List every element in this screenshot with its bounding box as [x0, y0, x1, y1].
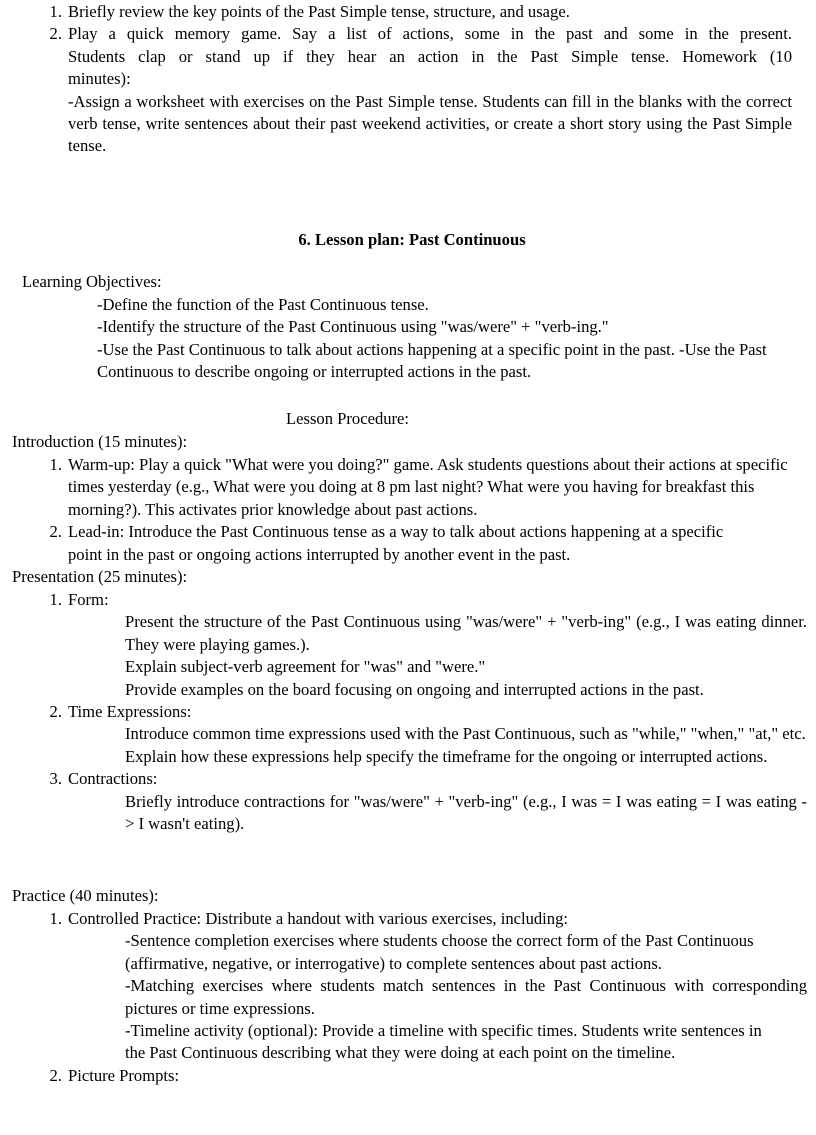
paragraph: -Sentence completion exercises where students choose the correct form of the Past Continuous (affirmative, negative, or interrogative) to complete sentences about past actions. — [125, 931, 754, 973]
objective-item: -Identify the structure of the Past Continuous using "was/were" + "verb-ing." — [97, 317, 609, 337]
list-number: 1. — [49, 590, 62, 609]
procedure-title: Lesson Procedure: — [286, 409, 410, 428]
list-item — [40, 1065, 807, 1087]
list-number: 1. — [49, 455, 62, 474]
objective-item: -Use the Past Continuous to talk about actions happening at a specific point in the past. -Use the Past Continuous to describe ongoing or interrupted actions in the past. — [97, 339, 767, 382]
list-item — [40, 454, 807, 521]
objectives-list — [97, 294, 793, 384]
list-item — [40, 1, 792, 23]
list-item-label: Contractions: — [68, 769, 158, 789]
list-number: 3. — [49, 769, 62, 789]
paragraph: Explain how these expressions help specify the timeframe for the ongoing or interrupted actions. — [125, 746, 768, 766]
practice-heading: Practice (40 minutes): — [12, 886, 159, 905]
list-item-line: minutes): — [68, 69, 131, 89]
list-number: 2. — [49, 24, 62, 44]
list-item — [40, 768, 807, 835]
list-number: 1. — [49, 2, 62, 21]
review-list — [40, 1, 792, 158]
presentation-heading: Presentation (25 minutes): — [12, 567, 188, 586]
list-item-text: Briefly review the key points of the Past Simple tense, structure, and usage. — [68, 2, 570, 21]
list-number: 2. — [49, 702, 62, 722]
list-item-text: Lead-in: Introduce the Past Continuous tense as a way to talk about actions happening at a specific point in the past or ongoing actions interrupted by another event in the past. — [68, 522, 724, 564]
paragraph: -Matching exercises where students match sentences in the Past Continuous with corresponding pictures or time expressions. — [125, 976, 807, 1018]
introduction-list — [40, 454, 807, 566]
practice-list — [40, 908, 807, 1087]
paragraph: Explain subject-verb agreement for "was" and "were." — [125, 657, 486, 677]
list-item-label: Time Expressions: — [68, 702, 192, 722]
paragraph: Provide examples on the board focusing on ongoing and interrupted actions in the past. — [125, 679, 704, 699]
paragraph: Briefly introduce contractions for "was/were" + "verb-ing" (e.g., I was = I was eating = I was eating -> I wasn't eating). — [125, 791, 807, 834]
list-item — [40, 23, 792, 157]
list-item — [40, 701, 807, 768]
paragraph: Present the structure of the Past Continuous using "was/were" + "verb-ing" (e.g., I was eating dinner. They were playing games.). — [125, 612, 807, 654]
list-item-label: Picture Prompts: — [68, 1065, 180, 1085]
list-item — [40, 521, 807, 566]
list-item-label: Controlled Practice: Distribute a handout with various exercises, including: — [68, 909, 569, 928]
objectives-heading: Learning Objectives: — [22, 272, 162, 291]
paragraph: Introduce common time expressions used with the Past Continuous, such as "while," "when," "at," etc. — [125, 724, 806, 744]
list-number: 1. — [49, 909, 62, 928]
list-item — [40, 589, 807, 701]
list-item-label: Form: — [68, 590, 109, 609]
presentation-list — [40, 589, 807, 835]
list-item-line: Play a quick memory game. Say a list of actions, some in the past and some in the present. — [68, 24, 792, 44]
introduction-heading: Introduction (15 minutes): — [12, 432, 188, 451]
section-title: 6. Lesson plan: Past Continuous — [298, 230, 526, 249]
list-item-body — [125, 791, 807, 836]
list-number: 2. — [49, 1065, 62, 1085]
paragraph: -Timeline activity (optional): Provide a timeline with specific times. Students write sentences in the Past Continuous describing what they were doing at each point on the timeline. — [125, 1021, 762, 1063]
list-item-line: Students clap or stand up if they hear an action in the Past Simple tense. Homework (10 — [68, 46, 792, 66]
list-number: 2. — [49, 522, 62, 542]
list-item-body — [125, 611, 807, 701]
list-item-body — [125, 930, 807, 1064]
objective-item: -Define the function of the Past Continuous tense. — [97, 295, 429, 314]
list-item-text: Warm-up: Play a quick "What were you doing?" game. Ask students questions about their actions at specific times yesterday (e.g., What were you doing at 8 pm last night? What were you having for breakfast this morning?). This activates prior knowledge about past actions. — [68, 455, 788, 519]
list-item — [40, 908, 807, 1065]
list-item-body — [125, 723, 807, 768]
homework-text: -Assign a worksheet with exercises on the Past Simple tense. Students can fill in the blanks with the correct verb tense, write sentences about their past weekend activities, or create a short story using the Past Simple tense. — [68, 91, 792, 156]
